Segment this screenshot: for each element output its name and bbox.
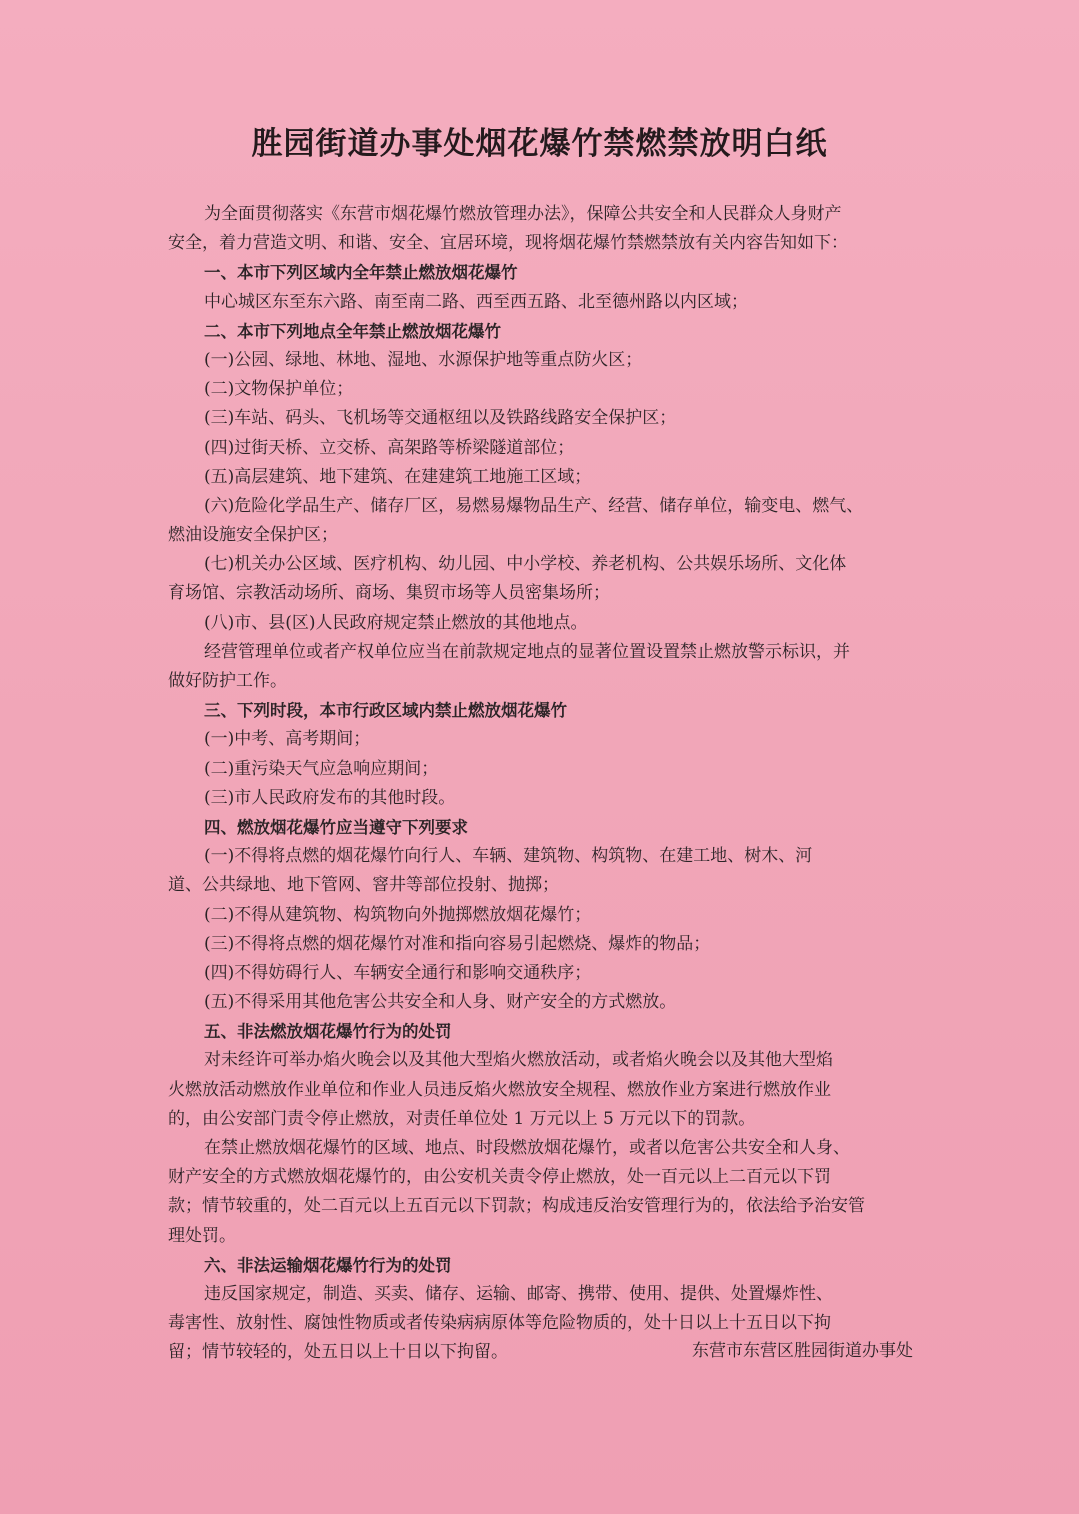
body-line: 燃油设施安全保护区； — [168, 525, 338, 546]
issuer-signature: 东营市东营区胜园街道办事处 — [692, 1341, 913, 1361]
body-line: (七)机关办公区域、医疗机构、幼儿园、中小学校、养老机构、公共娱乐场所、文化体 — [204, 554, 847, 575]
body-line: (八)市、县(区)人民政府规定禁止燃放的其他地点。 — [204, 612, 588, 633]
body-line: 违反国家规定，制造、买卖、储存、运输、邮寄、携带、使用、提供、处置爆炸性、 — [204, 1283, 833, 1304]
body-line: 留；情节较轻的，处五日以上十日以下拘留。 — [168, 1342, 508, 1363]
body-line: (四)不得妨碍行人、车辆安全通行和影响交通秩序； — [204, 962, 592, 983]
body-line: (二)文物保护单位； — [204, 379, 354, 400]
body-line: (四)过街天桥、立交桥、高架路等桥梁隧道部位； — [204, 437, 575, 458]
body-line: (一)不得将点燃的烟花爆竹向行人、车辆、建筑物、构筑物、在建工地、树木、河 — [204, 846, 813, 867]
body-line: (三)车站、码头、飞机场等交通枢纽以及铁路线路安全保护区； — [204, 408, 677, 429]
body-line: 财产安全的方式燃放烟花爆竹的，由公安机关责令停止燃放，处一百元以上二百元以下罚 — [168, 1167, 831, 1188]
body-line: (五)不得采用其他危害公共安全和人身、财产安全的方式燃放。 — [204, 992, 677, 1013]
body-line: 理处罚。 — [168, 1225, 236, 1246]
body-line: (三)市人民政府发布的其他时段。 — [204, 787, 456, 808]
section-heading: 二、本市下列地点全年禁止燃放烟花爆竹 — [204, 321, 501, 341]
section-heading: 四、燃放烟花爆竹应当遵守下列要求 — [204, 817, 468, 837]
section-heading: 五、非法燃放烟花爆竹行为的处罚 — [204, 1022, 452, 1042]
body-line: (五)高层建筑、地下建筑、在建建筑工地施工区域； — [204, 466, 592, 487]
section-heading: 六、非法运输烟花爆竹行为的处罚 — [204, 1255, 452, 1275]
body-line: (二)重污染天气应急响应期间； — [204, 758, 439, 779]
body-line: 毒害性、放射性、腐蚀性物质或者传染病病原体等危险物质的，处十日以上十五日以下拘 — [168, 1313, 831, 1334]
body-line: 的，由公安部门责令停止燃放，对责任单位处 1 万元以上 5 万元以下的罚款。 — [168, 1108, 756, 1129]
body-line: 做好防护工作。 — [168, 671, 287, 691]
body-line: (三)不得将点燃的烟花爆竹对准和指向容易引起燃烧、爆炸的物品； — [204, 933, 711, 954]
body-line: (一)中考、高考期间； — [204, 729, 371, 750]
body-line: 育场馆、宗教活动场所、商场、集贸市场等人员密集场所； — [168, 583, 610, 604]
body-line: 经营管理单位或者产权单位应当在前款规定地点的显著位置设置禁止燃放警示标识，并 — [204, 641, 850, 662]
document-title: 胜园街道办事处烟花爆竹禁燃禁放明白纸 — [251, 126, 828, 162]
document-body — [168, 200, 920, 1368]
body-line: 对未经许可举办焰火晚会以及其他大型焰火燃放活动，或者焰火晚会以及其他大型焰 — [204, 1050, 833, 1071]
section-heading: 一、本市下列区域内全年禁止燃放烟花爆竹 — [204, 263, 518, 283]
body-line: 中心城区东至东六路、南至南二路、西至西五路、北至德州路以内区域； — [204, 291, 748, 312]
body-line: 道、公共绿地、地下管网、窨井等部位投射、抛掷； — [168, 875, 559, 896]
body-line: (二)不得从建筑物、构筑物向外抛掷燃放烟花爆竹； — [204, 904, 592, 925]
body-line: 在禁止燃放烟花爆竹的区域、地点、时段燃放烟花爆竹，或者以危害公共安全和人身、 — [204, 1138, 850, 1158]
body-line: 安全，着力营造文明、和谐、安全、宜居环境，现将烟花爆竹禁燃禁放有关内容告知如下： — [168, 233, 848, 254]
body-line: 为全面贯彻落实《东营市烟花爆竹燃放管理办法》，保障公共安全和人民群众人身财产 — [204, 204, 842, 224]
body-line: 款；情节较重的，处二百元以上五百元以下罚款；构成违反治安管理行为的，依法给予治安管 — [168, 1196, 865, 1217]
body-line: (一)公园、绿地、林地、湿地、水源保护地等重点防火区； — [204, 349, 643, 370]
body-line: 火燃放活动燃放作业单位和作业人员违反焰火燃放安全规程、燃放作业方案进行燃放作业 — [168, 1079, 831, 1100]
section-heading: 三、下列时段，本市行政区域内禁止燃放烟花爆竹 — [204, 701, 567, 721]
body-line: (六)危险化学品生产、储存厂区，易燃易爆物品生产、经营、储存单位，输变电、燃气、 — [204, 495, 864, 516]
